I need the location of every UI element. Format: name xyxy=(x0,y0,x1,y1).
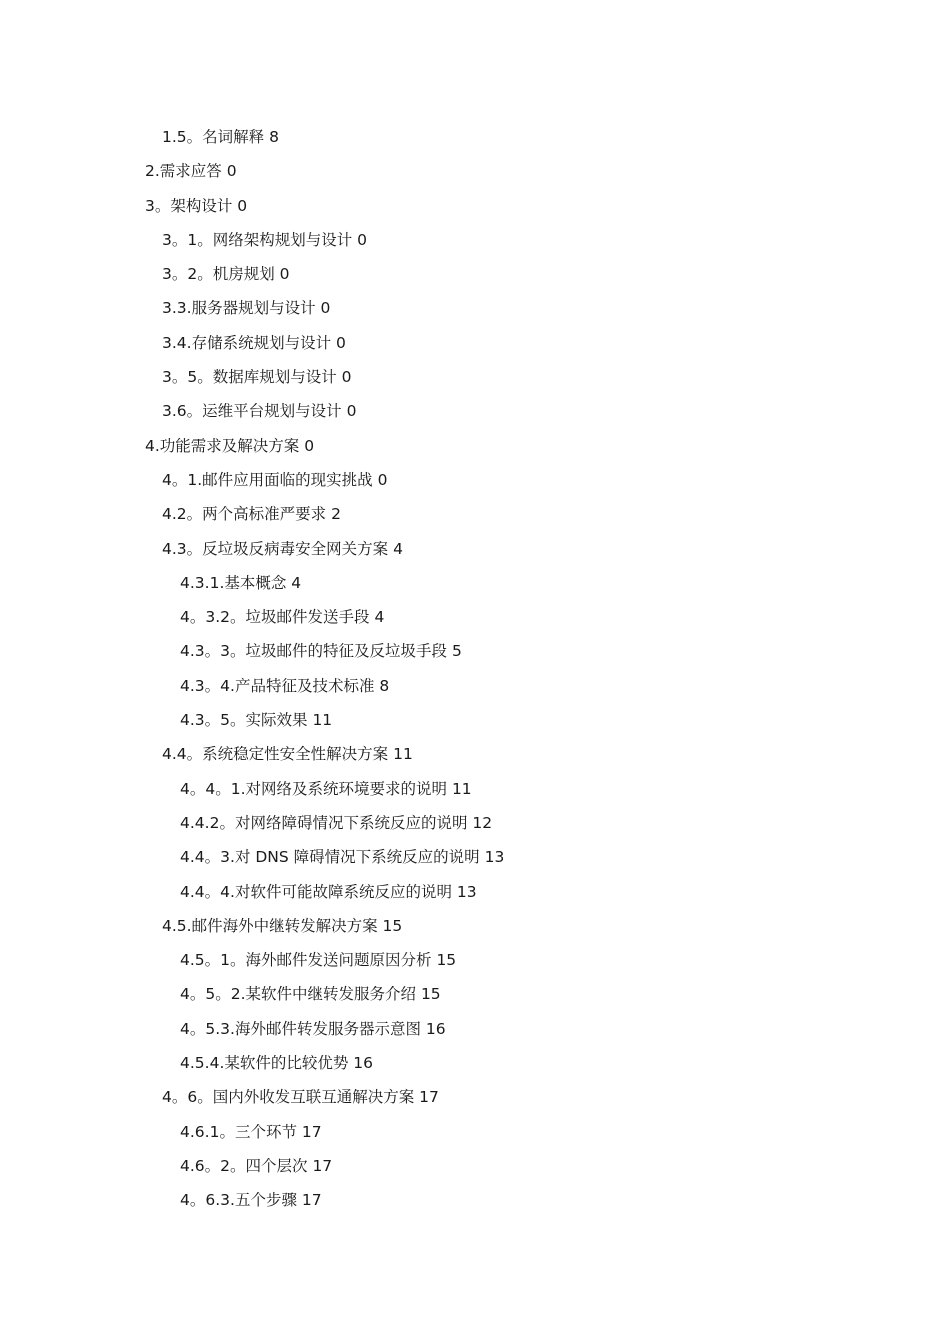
toc-entry-text: 3。2。机房规划 0 xyxy=(162,265,290,284)
toc-entry-4-4-1[interactable] xyxy=(0,772,950,806)
toc-entry-text: 4.3。4.产品特征及技术标准 8 xyxy=(180,676,390,695)
toc-entry-text: 4。5.3.海外邮件转发服务器示意图 16 xyxy=(180,1019,446,1038)
toc-entry-text: 4。5。2.某软件中继转发服务介绍 15 xyxy=(180,985,441,1004)
toc-entry-4-6-2[interactable] xyxy=(0,1149,950,1183)
toc-entry-text: 4。1.邮件应用面临的现实挑战 0 xyxy=(162,470,388,489)
toc-entry-3-5[interactable] xyxy=(0,360,950,394)
toc-entry-4-5-2[interactable] xyxy=(0,977,950,1011)
toc-entry-4-3-1[interactable] xyxy=(0,566,950,600)
toc-entry-4[interactable] xyxy=(0,429,950,463)
toc-entry-4-6-3[interactable] xyxy=(0,1183,950,1217)
toc-entry-text: 4.4。系统稳定性安全性解决方案 11 xyxy=(162,745,413,764)
toc-entry-text: 1.5。名词解释 8 xyxy=(162,128,279,146)
toc-entry-4-3[interactable] xyxy=(0,532,950,566)
toc-entry-3[interactable] xyxy=(0,189,950,223)
toc-entry-4-5-4[interactable] xyxy=(0,1046,950,1080)
toc-entry-text: 3.6。运维平台规划与设计 0 xyxy=(162,402,357,421)
toc-entry-text: 4.3。3。垃圾邮件的特征及反垃圾手段 5 xyxy=(180,642,462,661)
toc-entry-text: 4。3.2。垃圾邮件发送手段 4 xyxy=(180,608,385,627)
toc-entry-text: 3。架构设计 0 xyxy=(145,196,248,215)
toc-entry-text: 4.4。4.对软件可能故障系统反应的说明 13 xyxy=(180,882,477,901)
toc-entry-4-2[interactable] xyxy=(0,497,950,531)
toc-entry-text: 4.3.1.基本概念 4 xyxy=(180,573,302,592)
toc-entry-text: 4.3。5。实际效果 11 xyxy=(180,711,333,730)
toc-entry-text: 4.2。两个高标准严要求 2 xyxy=(162,505,341,524)
toc-entry-text: 4.5。1。海外邮件发送问题原因分析 15 xyxy=(180,951,457,970)
toc-entry-text: 4。6.3.五个步骤 17 xyxy=(180,1191,322,1210)
toc-entry-4-6[interactable] xyxy=(0,1080,950,1114)
toc-entry-text: 4.功能需求及解决方案 0 xyxy=(145,436,315,455)
toc-entry-text: 4.3。反垃圾反病毒安全网关方案 4 xyxy=(162,539,403,558)
toc-entry-text: 2.需求应答 0 xyxy=(145,162,237,181)
toc-entry-text: 4.6.1。三个环节 17 xyxy=(180,1122,322,1141)
toc-entry-4-4[interactable] xyxy=(0,737,950,771)
toc-entry-2[interactable] xyxy=(0,154,950,188)
toc-entry-4-3-3[interactable] xyxy=(0,634,950,668)
toc-entry-4-3-4[interactable] xyxy=(0,669,950,703)
toc-entry-4-6-1[interactable] xyxy=(0,1115,950,1149)
toc-entry-text: 3。5。数据库规划与设计 0 xyxy=(162,368,352,387)
toc-entry-text: 3.3.服务器规划与设计 0 xyxy=(162,299,331,318)
toc-entry-3-3[interactable] xyxy=(0,291,950,325)
toc-entry-4-4-2[interactable] xyxy=(0,806,950,840)
toc-entry-text: 4。4。1.对网络及系统环境要求的说明 11 xyxy=(180,779,472,798)
toc-entry-4-5-3[interactable] xyxy=(0,1012,950,1046)
toc-entry-text: 4.6。2。四个层次 17 xyxy=(180,1156,333,1175)
toc-entry-text: 4。6。国内外收发互联互通解决方案 17 xyxy=(162,1088,439,1107)
toc-entry-3-1[interactable] xyxy=(0,223,950,257)
toc-entry-4-4-3[interactable] xyxy=(0,840,950,874)
toc-entry-4-5[interactable] xyxy=(0,909,950,943)
toc-entry-text: 4.4.2。对网络障碍情况下系统反应的说明 12 xyxy=(180,813,493,832)
toc-entry-4-3-5[interactable] xyxy=(0,703,950,737)
toc-entry-3-4[interactable] xyxy=(0,326,950,360)
toc-entry-4-4-4[interactable] xyxy=(0,875,950,909)
toc-entry-4-5-1[interactable] xyxy=(0,943,950,977)
toc-entry-4-3-2[interactable] xyxy=(0,600,950,634)
toc-entry-text: 4.4。3.对 DNS 障碍情况下系统反应的说明 13 xyxy=(180,848,505,867)
table-of-contents xyxy=(0,120,950,1218)
toc-entry-text: 3.4.存储系统规划与设计 0 xyxy=(162,333,346,352)
toc-entry-1-5[interactable] xyxy=(0,120,950,154)
toc-entry-text: 4.5.4.某软件的比较优势 16 xyxy=(180,1054,374,1073)
toc-entry-3-6[interactable] xyxy=(0,394,950,428)
toc-entry-text: 4.5.邮件海外中继转发解决方案 15 xyxy=(162,916,403,935)
toc-entry-4-1[interactable] xyxy=(0,463,950,497)
toc-entry-3-2[interactable] xyxy=(0,257,950,291)
toc-entry-text: 3。1。网络架构规划与设计 0 xyxy=(162,230,368,249)
